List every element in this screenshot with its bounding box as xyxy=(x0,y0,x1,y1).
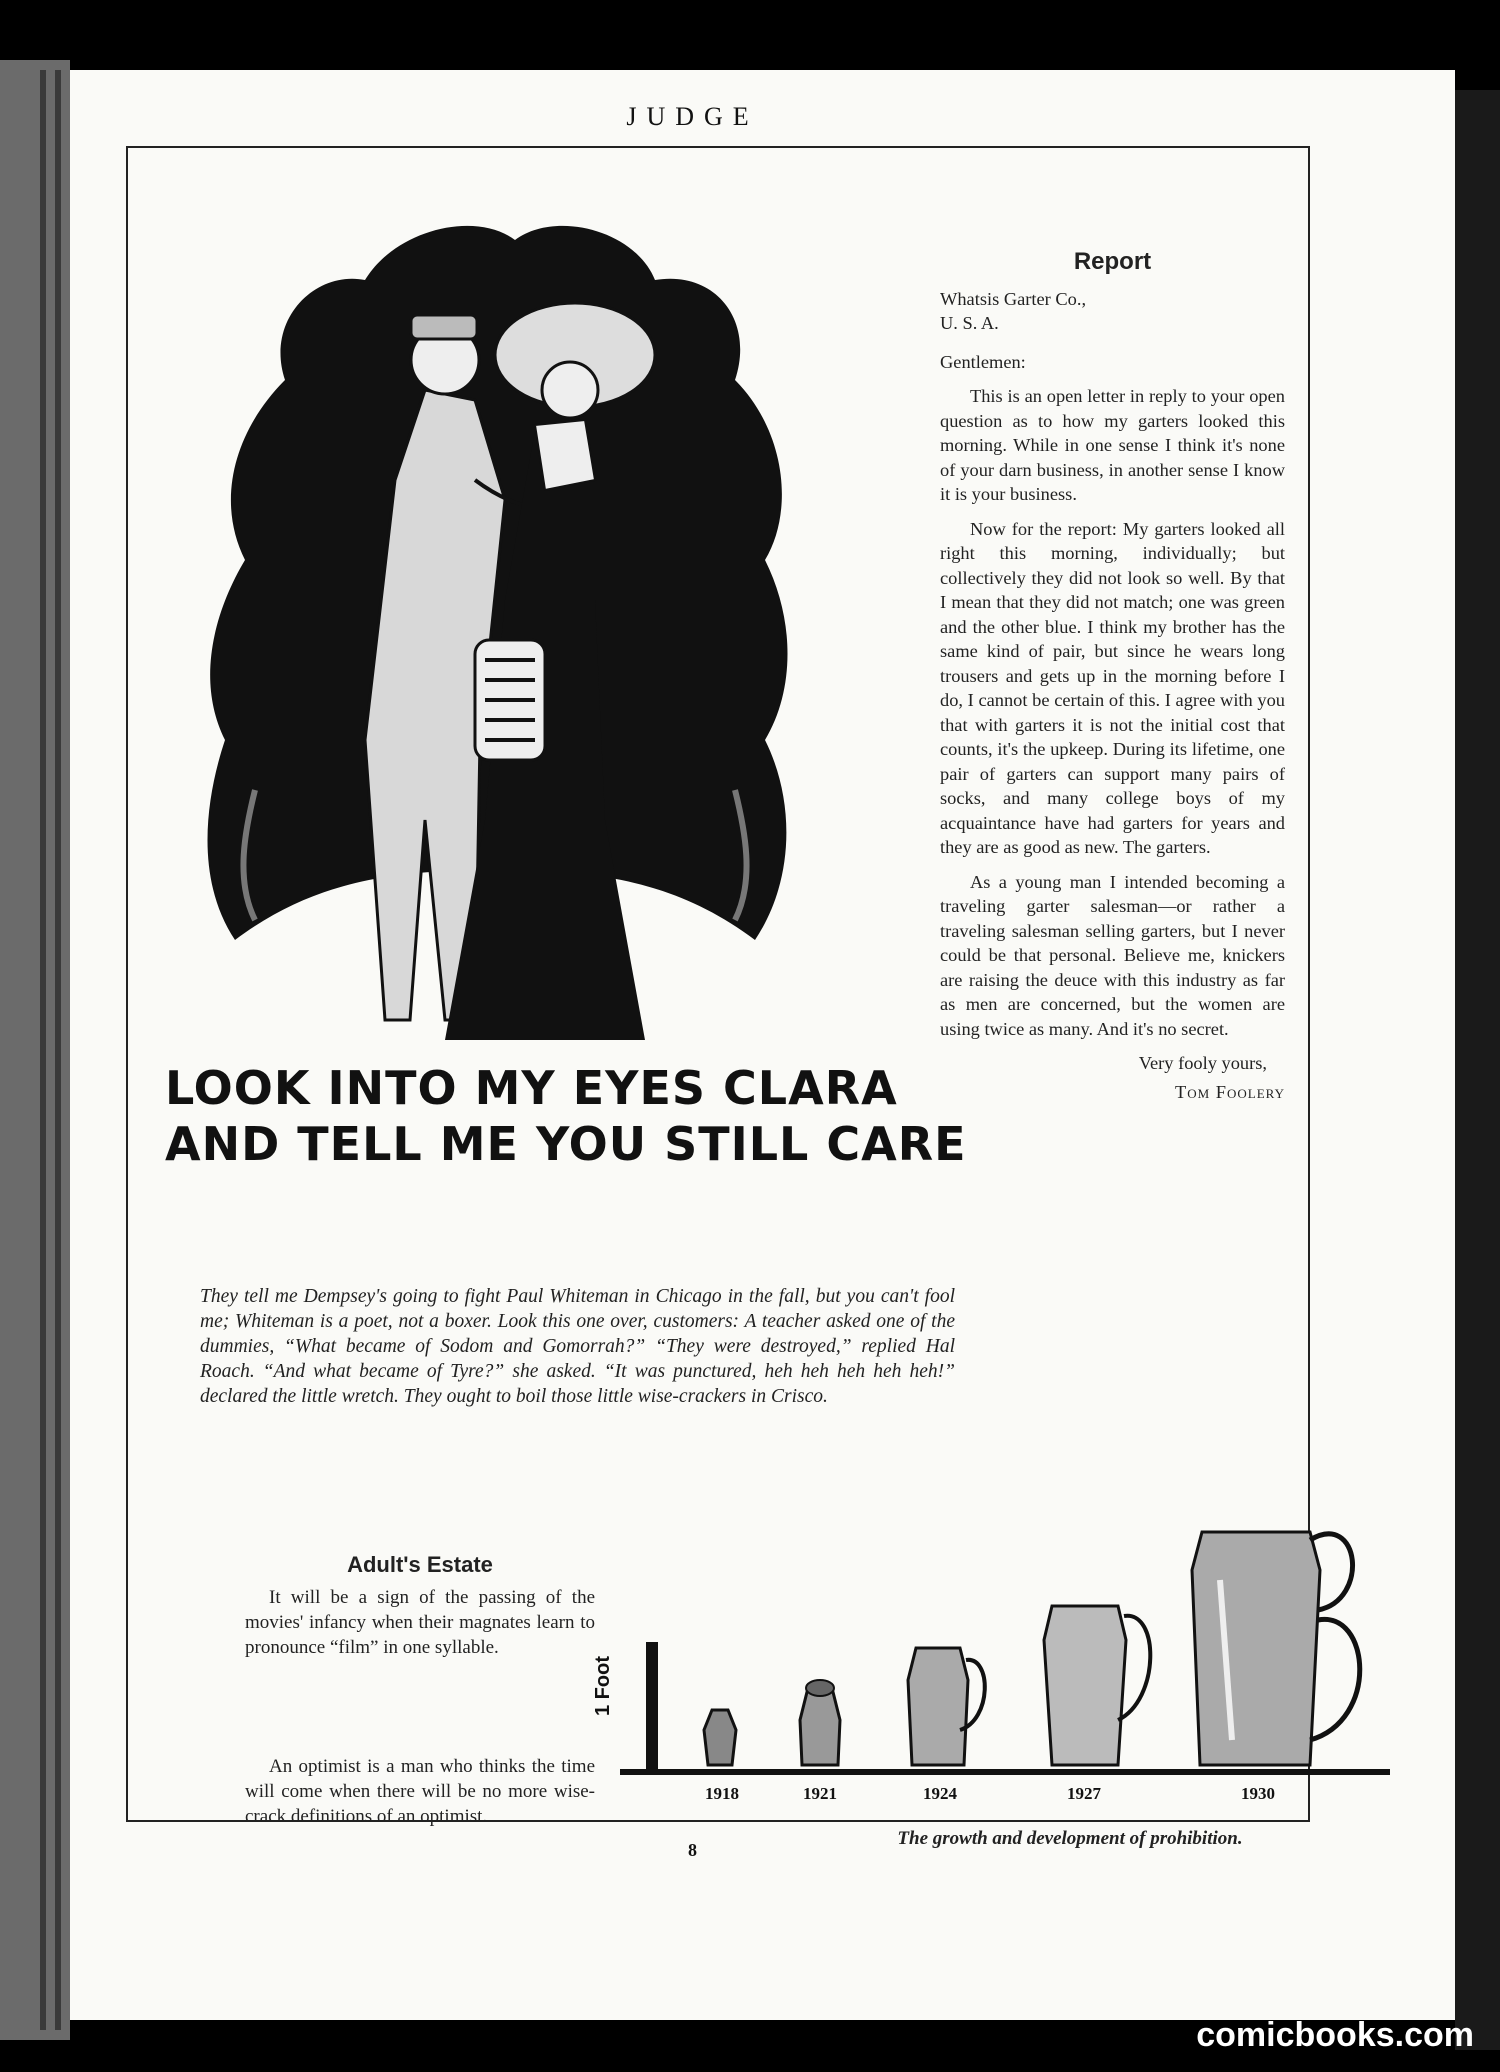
page-edge xyxy=(55,70,61,2030)
report-closing: Very fooly yours, xyxy=(1138,1053,1267,1073)
cartoon-illustration xyxy=(175,180,815,1120)
year-label: 1927 xyxy=(1067,1784,1101,1803)
scale-label: 1 Foot xyxy=(592,1656,614,1716)
year-label: 1924 xyxy=(923,1784,957,1803)
page-edge xyxy=(40,70,46,2030)
report-paragraph: This is an open letter in reply to your open question as to how my garters looked this morning. While in one sense I think it's none of your darn business, in another sense I know it is your business. xyxy=(940,386,1285,504)
report-title: Report xyxy=(1073,248,1152,275)
report-address-line-1: Whatsis Garter Co., xyxy=(940,288,1087,309)
year-label: 1930 xyxy=(1241,1784,1275,1803)
adults-estate-text: It will be a sign of the passing of the movies' infancy when their magnates learn to pronounce “film” in one syllable. xyxy=(245,1587,595,1658)
site-watermark: comicbooks.com xyxy=(1196,2016,1474,2054)
report-signature: Tom Foolery xyxy=(1174,1081,1285,1102)
report-paragraph: As a young man I intended becoming a traveling garter salesman—or rather a traveling salesman selling garters, but I never could be that personal. Believe me, knickers are raising the deuce with this industry as far as men are concerned, but the women are using twice as many. And it's no secret. xyxy=(940,871,1285,1039)
headline-line-2: AND TELL ME YOU STILL CARE xyxy=(165,1117,967,1171)
adults-estate-title: Adult's Estate xyxy=(347,1552,493,1577)
cartoon-headline xyxy=(165,1060,1025,1172)
prohibition-illustration xyxy=(592,1420,1390,1849)
report-salutation: Gentlemen: xyxy=(940,351,1026,372)
couple-drawing xyxy=(175,180,815,1120)
book-binding-right xyxy=(1455,90,1500,2050)
optimist-quip: An optimist is a man who thinks the time will come when there will be no more wise-crack definitions of an optimist. xyxy=(245,1756,595,1827)
page-number: 8 xyxy=(688,1840,697,1860)
headline-line-1: LOOK INTO MY EYES CLARA xyxy=(165,1061,898,1115)
cartoon-joke-text: They tell me Dempsey's going to fight Paul Whiteman in Chicago in the fall, but you can't fool me; Whiteman is a poet, not a boxer. Look this one over, customers: A teacher asked one of the dummies, “What became of Sodom and Gomorrah?” “They were destroyed,” replied Hal Roach. “And what became of Tyre?” she asked. “It was punctured, heh heh heh heh heh!” declared the little wretch. They ought to boil those little wise-crackers in Crisco. xyxy=(200,1286,955,1407)
year-label: 1921 xyxy=(803,1784,837,1803)
shakers-drawing xyxy=(620,1420,1390,1775)
report-letter xyxy=(940,250,1285,1104)
year-label: 1918 xyxy=(705,1784,739,1803)
report-paragraph: Now for the report: My garters looked all right this morning, individually; but collectively they did not look so well. By that I mean that they did not match; one was green and the other blue. I think my brother has the same kind of pair, but since he wears long trousers and gets up in the morning before I do, I cannot be certain of this. I agree with you that with garters it is not the initial cost that counts, it's the upkeep. During its lifetime, one pair of garters can support many pairs of socks, and many college boys of my acquaintance have had garters for years and they are as good as new. The garters. xyxy=(940,518,1285,857)
adults-estate-section xyxy=(245,1552,595,1660)
report-address-line-2: U. S. A. xyxy=(940,313,999,333)
prohibition-caption: The growth and development of prohibition. xyxy=(897,1828,1243,1849)
masthead: JUDGE xyxy=(626,102,759,131)
